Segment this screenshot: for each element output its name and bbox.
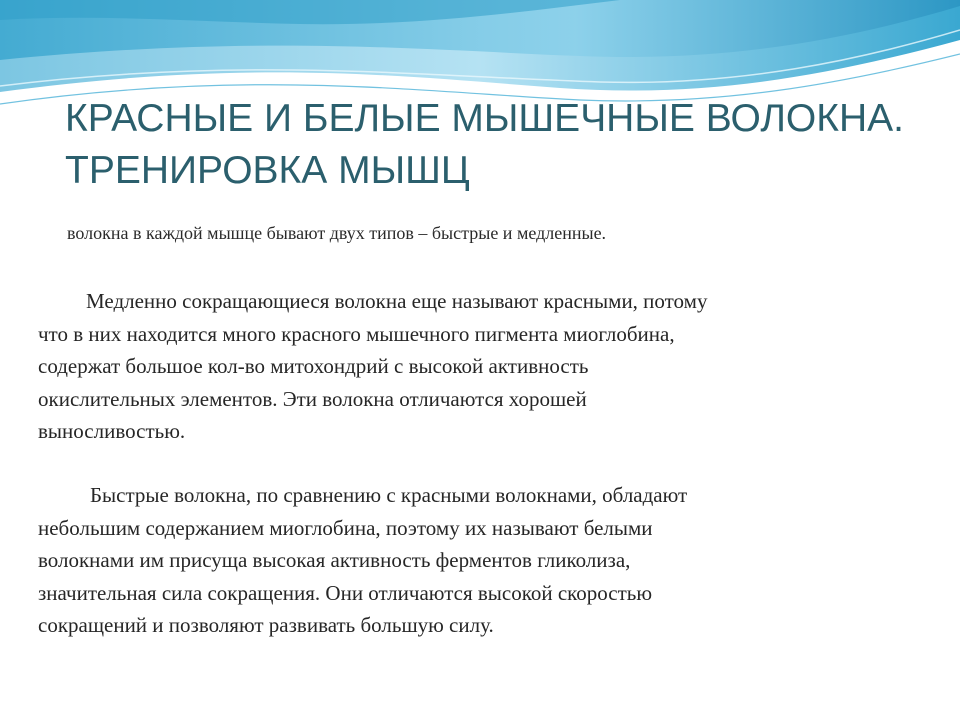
paragraph-line: небольшим содержанием миоглобина, поэтому их называют белыми bbox=[38, 515, 653, 540]
paragraph-line: Быстрые волокна, по сравнению с красными волокнами, обладают bbox=[90, 483, 688, 507]
slide-title bbox=[65, 93, 935, 197]
paragraph-line: что в них находится много красного мышечного пигмента миоглобина, bbox=[38, 321, 675, 346]
paragraph-fast-fibers bbox=[38, 479, 918, 642]
slide-title-line-1: КРАСНЫЕ И БЕЛЫЕ МЫШЕЧНЫЕ ВОЛОКНА. bbox=[65, 97, 904, 140]
paragraph-line: волокнами им присуща высокая активность ферментов гликолиза, bbox=[38, 548, 631, 572]
paragraph-line: Медленно сокращающиеся волокна еще называют красными, потому bbox=[86, 289, 708, 313]
slide-subtitle: волокна в каждой мышце бывают двух типов – быстрые и медленные. bbox=[67, 223, 607, 243]
slide-title-line-2: ТРЕНИРОВКА МЫШЦ bbox=[65, 149, 470, 192]
paragraph-line: содержат большое кол-во митохондрий с высокой активность bbox=[38, 354, 589, 378]
paragraph-line: окислительных элементов. Эти волокна отличаются хорошей bbox=[38, 386, 587, 411]
paragraph-slow-fibers bbox=[38, 285, 918, 448]
paragraph-line: значительная сила сокращения. Они отличаются высокой скоростью bbox=[38, 580, 653, 605]
paragraph-line: сокращений и позволяют развивать большую силу. bbox=[38, 613, 494, 637]
paragraph-line: выносливостью. bbox=[38, 419, 186, 443]
